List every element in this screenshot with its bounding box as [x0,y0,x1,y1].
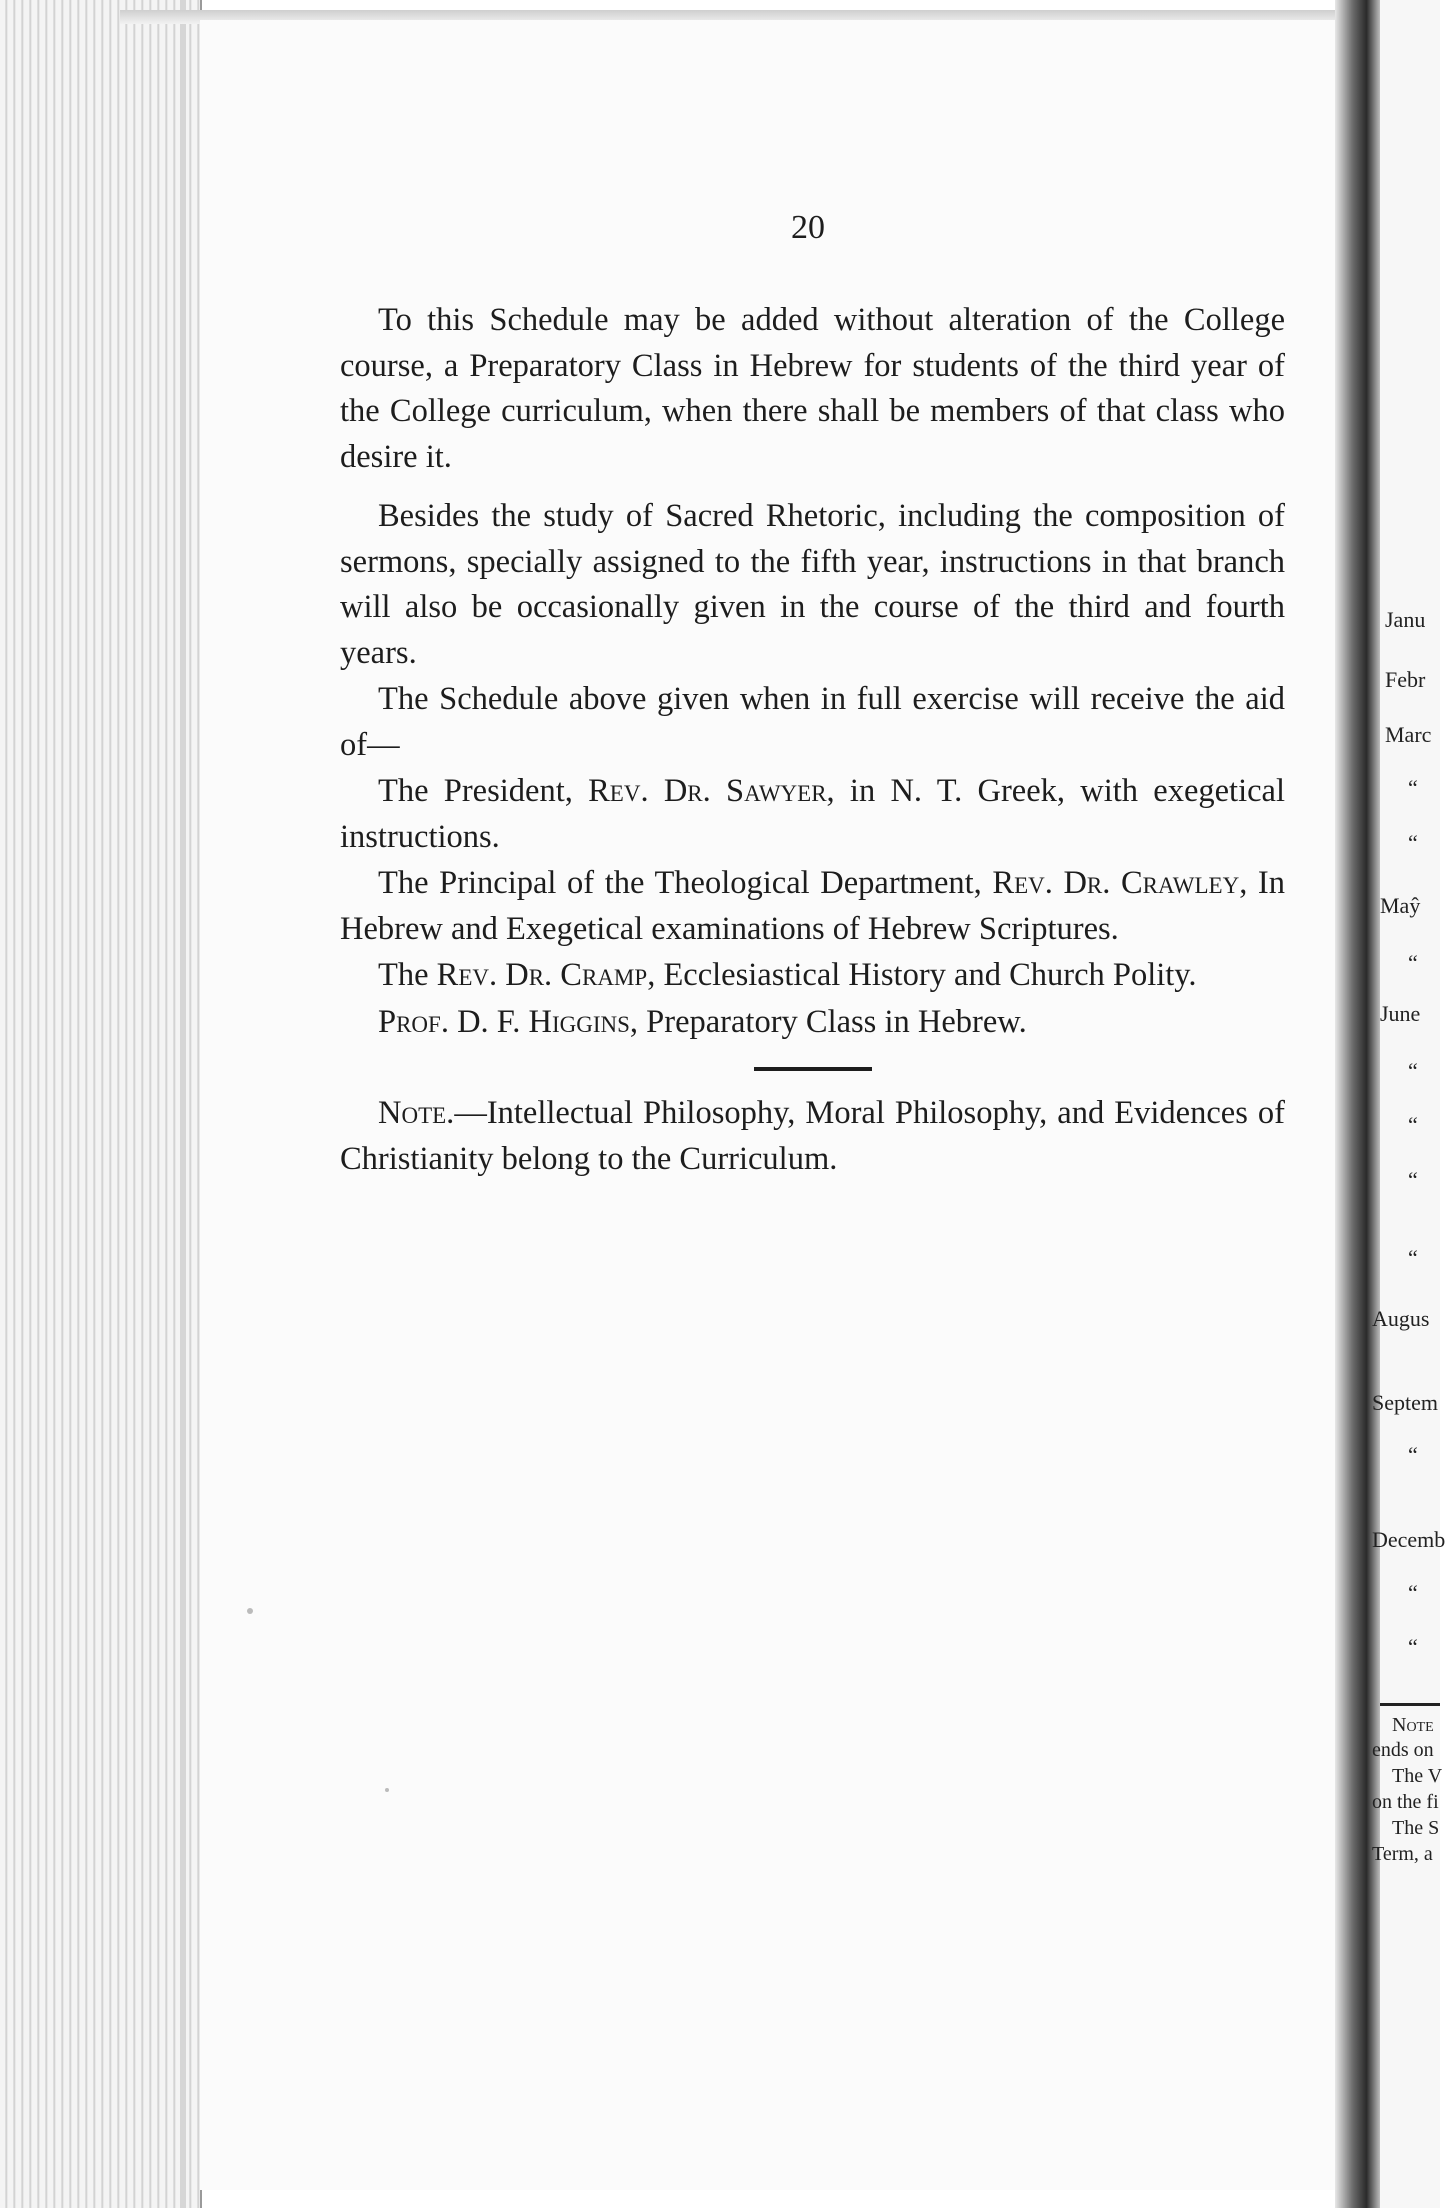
body-text [340,298,1285,1183]
facing-month: “ [1408,950,1418,975]
faculty-subject: , Preparatory Class in Hebrew. [629,1003,1027,1040]
facing-month: “ [1408,1112,1418,1137]
faculty-entry-cramp [340,953,1285,999]
facing-note-line: on the fi [1372,1791,1439,1813]
facing-month: Maŷ [1380,893,1421,918]
facing-month: “ [1408,1442,1418,1467]
note-label: Note. [378,1095,455,1131]
faculty-name: Rev. Dr. Sawyer [588,773,827,809]
paragraph-schedule-aid: The Schedule above given when in full exercise will receive the aid of— [340,681,1285,763]
facing-month: “ [1408,830,1418,855]
faculty-name: Rev. Dr. Crawley [992,865,1240,901]
facing-month: Augus [1372,1306,1430,1331]
faculty-entry-higgins [340,1000,1285,1046]
facing-note-line: Term, a [1372,1843,1433,1865]
faculty-lead: The [378,957,437,993]
facing-month: “ [1408,1167,1418,1192]
facing-month: “ [1408,1634,1418,1659]
paper-speck [385,1788,389,1792]
facing-month: Febr [1385,667,1426,692]
facing-note-line: ends on [1372,1739,1434,1761]
note-paragraph [340,1091,1285,1182]
faculty-lead: The Principal of the Theological Department, [378,865,993,901]
facing-month: “ [1408,1580,1418,1605]
faculty-subject: , Ecclesiastical History and Church Polity. [647,957,1197,993]
facing-note-line: The V [1392,1765,1443,1787]
section-divider [754,1067,872,1071]
facing-month: “ [1408,1058,1418,1083]
faculty-subject: , In Hebrew and Exegetical examinations of Hebrew Scriptures. [340,865,1285,947]
facing-month: June [1380,1001,1421,1026]
facing-month: “ [1408,775,1418,800]
faculty-name: Prof. D. F. Higgins [378,1003,630,1040]
facing-month: “ [1408,1245,1418,1270]
facing-month: Marc [1385,722,1432,747]
book-page-edges [0,0,202,2208]
faculty-entry-president [340,769,1285,860]
facing-note-line: Note [1392,1714,1434,1736]
faculty-lead: The President, [378,773,589,809]
paragraph-sacred-rhetoric: Besides the study of Sacred Rhetoric, including the composition of sermons, specially assigned to the fifth year, instructions in that branch will also be occasionally given in the course of the third and fourth years. [340,498,1285,671]
faculty-name: Rev. Dr. Cramp [436,957,648,993]
facing-note-rule [1380,1703,1440,1706]
faculty-entry-principal [340,861,1285,952]
paper-speck [247,1608,253,1614]
facing-month: Janu [1385,607,1426,632]
facing-month: Decemb [1372,1527,1445,1552]
faculty-subject: , in N. T. Greek, with exegetical instructions. [340,773,1285,855]
paragraph-schedule-addition: To this Schedule may be added without alteration of the College course, a Preparatory Class in Hebrew for students of the third year of the College curriculum, when there shall be members of that class who desire it. [340,302,1285,475]
facing-note-line: The S [1392,1817,1440,1839]
page-number: 20 [791,209,825,246]
facing-page [1372,0,1445,2208]
note-text: —Intellectual Philosophy, Moral Philosophy, and Evidences of Christianity belong to the Curriculum. [340,1095,1285,1177]
facing-month: Septem [1372,1390,1438,1415]
book-gutter [1335,0,1380,2208]
